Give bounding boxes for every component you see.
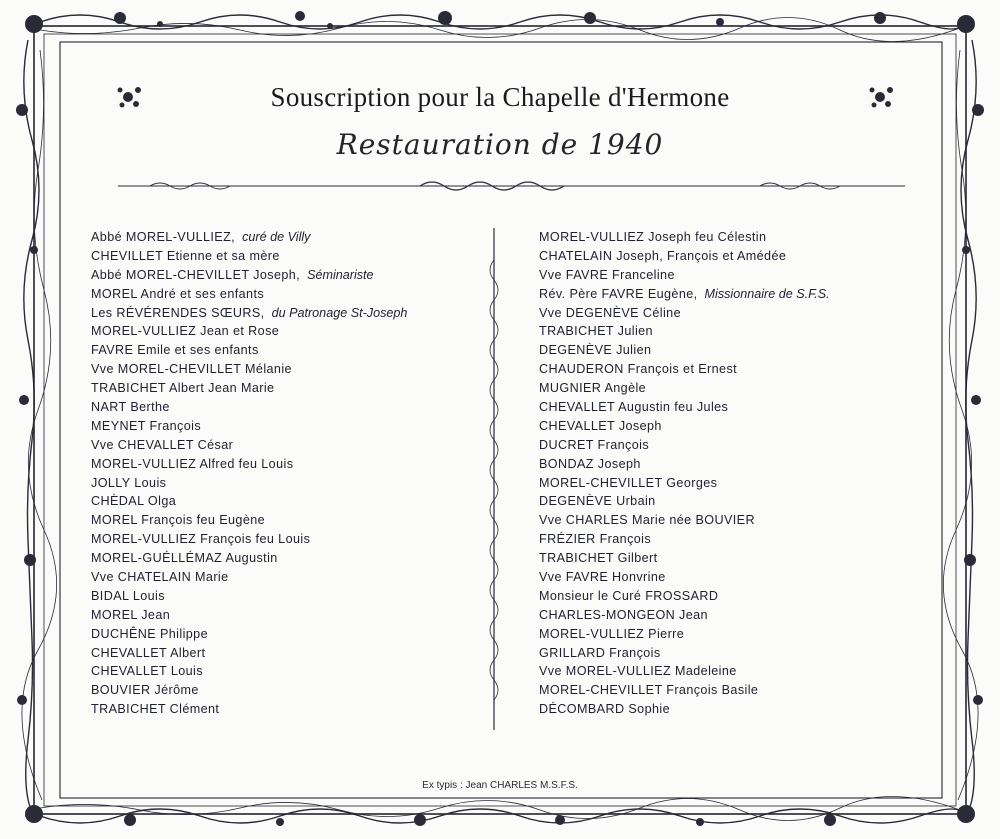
page-subtitle: Restauration de 1940 xyxy=(336,128,664,161)
subscriber-entry xyxy=(539,568,830,587)
subscriber-name: Vve FAVRE Franceline xyxy=(539,267,675,282)
subscriber-name: Abbé MOREL-VULLIEZ, xyxy=(91,230,236,244)
subscriber-name: CHARLES-MONGEON Jean xyxy=(539,607,708,622)
subscriber-entry xyxy=(91,360,407,379)
subscriber-name: Vve MOREL-CHEVILLET Mélanie xyxy=(91,362,292,377)
subscriber-note: Séminariste xyxy=(307,267,374,282)
subscriber-entry xyxy=(91,549,407,568)
subscriber-entry xyxy=(539,511,830,530)
subscriber-entry xyxy=(539,304,830,323)
subscriber-name: Vve FAVRE Honvrine xyxy=(539,570,666,585)
subscriber-entry xyxy=(91,247,407,266)
subscriber-entry xyxy=(91,398,407,417)
printer-credit xyxy=(0,780,1000,791)
subscriber-entry xyxy=(539,285,830,304)
subscriber-name: Vve CHARLES Marie née BOUVIER xyxy=(539,513,755,528)
subscriber-entry xyxy=(91,606,407,625)
subscriber-entry xyxy=(539,322,830,341)
subscriber-name: BIDAL Louis xyxy=(91,588,165,603)
subscriber-name: DUCRET François xyxy=(539,437,650,452)
subscriber-entry xyxy=(539,549,830,568)
subscriber-name: MOREL-CHEVILLET François Basile xyxy=(539,683,759,698)
subscriber-name: MEYNET François xyxy=(91,418,202,433)
subscriber-name: CHEVALLET Louis xyxy=(91,664,203,679)
subscriber-name: CHÈDAL Olga xyxy=(91,494,177,509)
subscriber-entry xyxy=(91,662,407,681)
subscriber-name: MUGNIER Angèle xyxy=(539,381,647,396)
subscriber-entry xyxy=(539,266,830,285)
subscriber-entry xyxy=(91,625,407,644)
subscriber-entry xyxy=(539,681,830,700)
subscriber-name: MOREL-VULLIEZ Jean et Rose xyxy=(91,324,280,339)
subscriber-name: TRABICHET Clément xyxy=(91,702,220,717)
subscriber-name: JOLLY Louis xyxy=(91,475,167,490)
subscriber-entry xyxy=(91,228,407,247)
subscriber-name: Vve CHEVALLET César xyxy=(91,437,234,452)
subscriber-entry xyxy=(539,341,830,360)
subscriber-entry xyxy=(91,417,407,436)
subscriber-entry xyxy=(539,700,830,719)
subscriber-entry xyxy=(91,304,407,323)
subscriber-entry xyxy=(539,587,830,606)
subscriber-name: FRÉZIER François xyxy=(539,532,652,547)
subscriber-name: Vve CHATELAIN Marie xyxy=(91,570,229,585)
subscriber-name: MOREL-VULLIEZ Joseph feu Célestin xyxy=(539,230,767,244)
subscriber-name: Monsieur le Curé FROSSARD xyxy=(539,588,719,603)
subscriber-entry xyxy=(539,247,830,266)
subscriber-entry xyxy=(91,700,407,719)
printer-suffix: M.S.F.S. xyxy=(540,780,578,791)
subscriber-name: MOREL-GUÉLLÉMAZ Augustin xyxy=(91,551,278,566)
subscriber-entry xyxy=(91,379,407,398)
subscriber-name: MOREL François feu Eugène xyxy=(91,513,266,528)
subscriber-entry xyxy=(91,266,407,285)
subscriber-note: Missionnaire de S.F.S. xyxy=(704,286,830,301)
subscriber-name: CHEVALLET Albert xyxy=(91,645,206,660)
subscriber-name: DEGENÈVE Julien xyxy=(539,343,652,358)
subscriber-entry xyxy=(539,662,830,681)
subscriber-name: DUCHÊNE Philippe xyxy=(91,626,208,641)
subscriber-name: CHEVILLET Etienne et sa mère xyxy=(91,248,280,263)
subscriber-entry xyxy=(539,417,830,436)
printer-name: CHARLES xyxy=(489,780,538,791)
subscriber-entry xyxy=(539,644,830,663)
left-subscriber-list xyxy=(91,228,407,719)
subscriber-name: DÉCOMBARD Sophie xyxy=(539,702,670,717)
subscriber-entry xyxy=(91,322,407,341)
subscriber-entry xyxy=(539,474,830,493)
subscriber-name: TRABICHET Albert Jean Marie xyxy=(91,381,275,396)
subscriber-name: Vve DEGENÈVE Céline xyxy=(539,305,681,320)
subscriber-name: MOREL André et ses enfants xyxy=(91,286,265,301)
subscriber-entry xyxy=(539,360,830,379)
page-title: Souscription pour la Chapelle d'Hermone xyxy=(270,82,730,112)
subscriber-entry xyxy=(539,492,830,511)
subscriber-entry xyxy=(539,606,830,625)
subscriber-entry xyxy=(539,398,830,417)
subscriber-entry xyxy=(539,228,830,247)
subscriber-entry xyxy=(91,568,407,587)
subscriber-entry xyxy=(91,455,407,474)
printer-credit-prefix: Ex typis : Jean xyxy=(422,780,488,791)
subscriber-name: MOREL-VULLIEZ François feu Louis xyxy=(91,532,311,547)
subscriber-entry xyxy=(91,530,407,549)
subscriber-name: CHEVALLET Augustin feu Jules xyxy=(539,400,729,415)
subscriber-name: CHATELAIN Joseph, François et Amédée xyxy=(539,248,787,263)
subscriber-entry xyxy=(91,285,407,304)
subscriber-name: BOUVIER Jérôme xyxy=(91,683,199,698)
subscriber-entry xyxy=(91,681,407,700)
subscriber-entry xyxy=(539,530,830,549)
subscriber-note: du Patronage St-Joseph xyxy=(271,305,408,320)
subscriber-note: curé de Villy xyxy=(242,230,311,244)
subscriber-name: FAVRE Emile et ses enfants xyxy=(91,343,259,358)
subscriber-entry xyxy=(91,436,407,455)
subscriber-entry xyxy=(539,436,830,455)
subscriber-name: Les RÉVÉRENDES SŒURS, xyxy=(91,305,265,320)
subscriber-name: CHEVALLET Joseph xyxy=(539,418,662,433)
subscriber-name: MOREL Jean xyxy=(91,607,171,622)
subscriber-name: CHAUDERON François et Ernest xyxy=(539,362,738,377)
subscriber-name: DEGENÈVE Urbain xyxy=(539,494,656,509)
subscriber-entry xyxy=(539,455,830,474)
subscriber-name: MOREL-CHEVILLET Georges xyxy=(539,475,718,490)
subscriber-name: Rév. Père FAVRE Eugène, xyxy=(539,286,698,301)
top-vine-ornament xyxy=(40,15,965,42)
subscriber-entry xyxy=(91,474,407,493)
subscriber-name: MOREL-VULLIEZ Alfred feu Louis xyxy=(91,456,294,471)
subscriber-name: BONDAZ Joseph xyxy=(539,456,641,471)
subscriber-name: NART Berthe xyxy=(91,400,170,415)
subscriber-name: Abbé MOREL-CHEVILLET Joseph, xyxy=(91,267,301,282)
subscriber-entry xyxy=(539,625,830,644)
subscriber-entry xyxy=(539,379,830,398)
subscriber-entry xyxy=(91,492,407,511)
subscriber-entry xyxy=(91,511,407,530)
subscriber-name: GRILLARD François xyxy=(539,645,661,660)
subscriber-name: TRABICHET Julien xyxy=(539,324,653,339)
subscriber-name: TRABICHET Gilbert xyxy=(539,551,658,566)
subscriber-name: Vve MOREL-VULLIEZ Madeleine xyxy=(539,664,737,679)
subscriber-name: MOREL-VULLIEZ Pierre xyxy=(539,626,685,641)
subscriber-entry xyxy=(91,587,407,606)
subscriber-entry xyxy=(91,644,407,663)
subtitle-rule xyxy=(118,182,905,190)
column-divider xyxy=(490,228,498,730)
right-subscriber-list xyxy=(539,228,830,719)
subscriber-entry xyxy=(91,341,407,360)
